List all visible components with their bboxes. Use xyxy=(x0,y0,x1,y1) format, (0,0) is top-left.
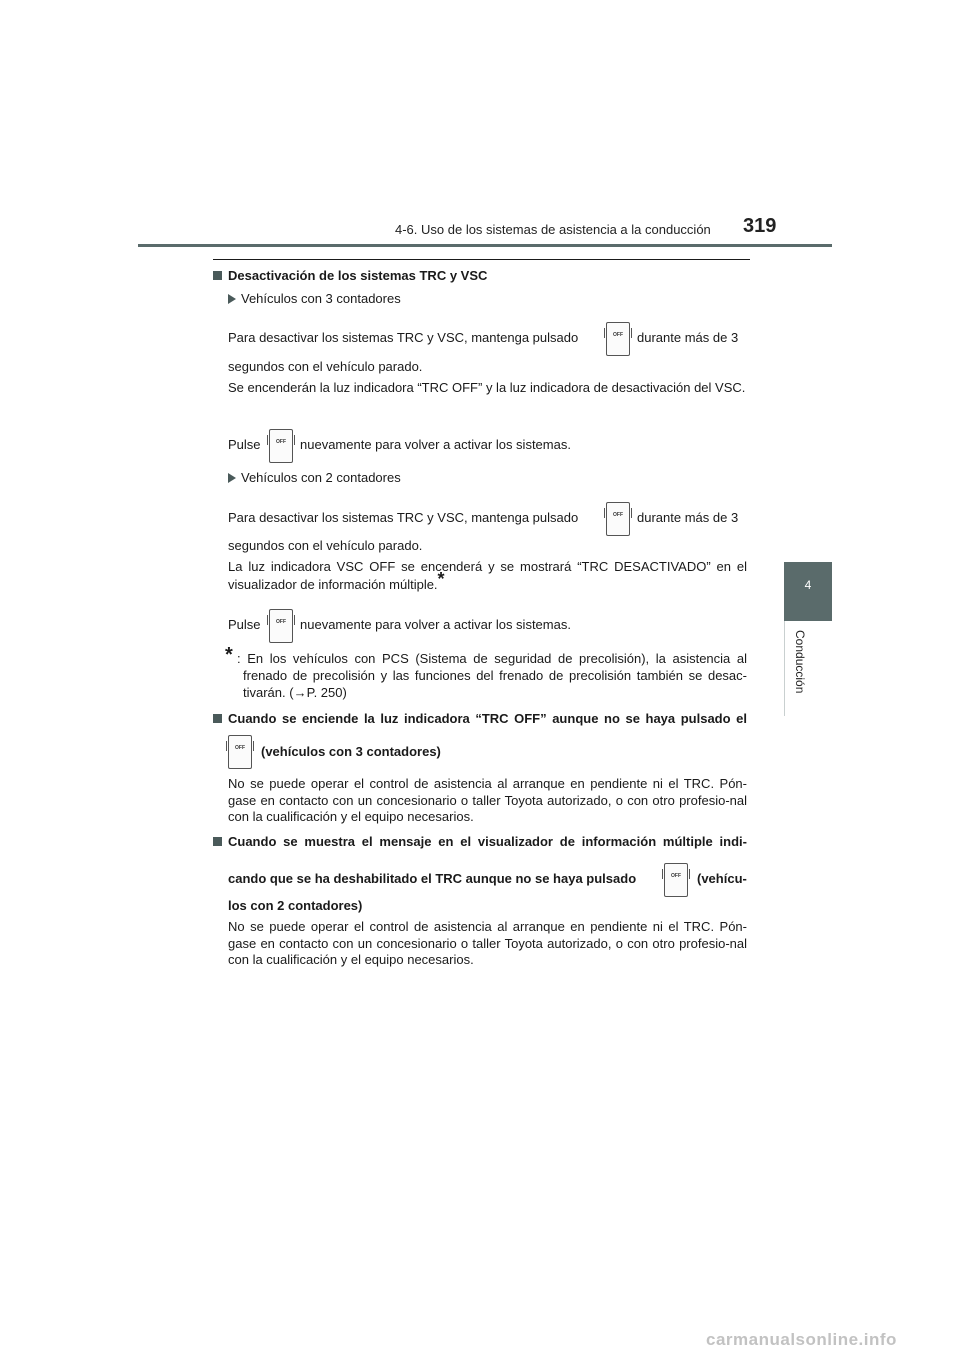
button-glyph: OFF xyxy=(276,439,286,445)
chapter-tab-rail xyxy=(784,621,833,716)
text: Para desactivar los sistemas TRC y VSC, mantenga pulsado xyxy=(228,330,579,345)
chapter-number: 4 xyxy=(804,578,812,592)
section-heading-text: Cuando se muestra el mensaje en el visualizador de información múltiple indi- xyxy=(228,834,747,849)
paragraph-line: Para desactivar los sistemas TRC y VSC, mantenga pulsado xyxy=(228,510,579,525)
list-item-text: Vehículos con 3 contadores xyxy=(241,291,401,306)
chapter-label: Conducción xyxy=(793,630,807,694)
triangle-bullet-icon xyxy=(228,294,236,304)
paragraph-line: durante más de 3 xyxy=(637,330,739,345)
section-heading-text: Cuando se enciende la luz indicadora “TRC OFF” aunque no se haya pulsado el xyxy=(228,711,747,726)
page-number: 319 xyxy=(743,215,777,237)
paragraph: Se encenderán la luz indicadora “TRC OFF” y la luz indicadora de desactivación del VSC. xyxy=(228,380,746,395)
footnote-star: * xyxy=(225,644,233,666)
paragraph-line: nuevamente para volver a activar los sistemas. xyxy=(300,437,571,452)
text: visualizador de información múltiple. xyxy=(228,577,438,592)
chapter-tab xyxy=(784,562,832,621)
vsc-off-switch-icon xyxy=(664,863,688,897)
paragraph-line: segundos con el vehículo parado. xyxy=(228,538,423,553)
paragraph-line xyxy=(228,330,578,346)
paragraph-line xyxy=(228,569,445,593)
square-bullet-icon xyxy=(213,837,222,846)
footnote-line: frenado de precolisión y las funciones del frenado de precolisión también se desac- xyxy=(243,668,747,683)
footnote-marker: * xyxy=(437,569,445,589)
vsc-off-switch-icon xyxy=(606,322,630,356)
triangle-bullet-icon xyxy=(228,473,236,483)
vsc-off-switch-icon xyxy=(228,735,252,769)
square-bullet-icon xyxy=(213,714,222,723)
button-glyph: OFF xyxy=(613,332,623,338)
vsc-off-switch-icon xyxy=(269,609,293,643)
paragraph: No se puede operar el control de asistencia al arranque en pendiente ni el TRC. Pón-gase en contacto con un concesionario o taller Toyota autorizado, o con otro profesio-nal con la cualificación y el equipo necesarios. xyxy=(228,919,747,967)
paragraph-line: Pulse xyxy=(228,437,261,452)
section-heading-text: (vehícu- xyxy=(697,871,747,886)
paragraph: No se puede operar el control de asistencia al arranque en pendiente ni el TRC. Pón-gase en contacto con un concesionario o taller Toyota autorizado, o con otro profesio-nal con la cualificación y el equipo necesarios. xyxy=(228,776,747,824)
paragraph-line: segundos con el vehículo parado. xyxy=(228,359,423,374)
section-heading xyxy=(213,834,747,850)
section-heading xyxy=(213,268,487,284)
section-heading-text: cando que se ha deshabilitado el TRC aunque no se haya pulsado xyxy=(228,871,637,886)
section-title: 4-6. Uso de los sistemas de asistencia a la conducción xyxy=(395,222,711,237)
content-top-rule xyxy=(213,259,750,260)
button-glyph: OFF xyxy=(613,512,623,518)
header-rule xyxy=(138,244,832,247)
paragraph-line: Pulse xyxy=(228,617,261,632)
vsc-off-switch-icon xyxy=(606,502,630,536)
section-heading xyxy=(213,711,747,727)
watermark: carmanualsonline.info xyxy=(706,1330,897,1349)
list-item xyxy=(228,470,401,486)
section-heading-text: los con 2 contadores) xyxy=(228,898,363,913)
section-heading-text: Desactivación de los sistemas TRC y VSC xyxy=(228,268,488,283)
button-glyph: OFF xyxy=(276,619,286,625)
paragraph-line: nuevamente para volver a activar los sistemas. xyxy=(300,617,571,632)
button-glyph: OFF xyxy=(671,873,681,879)
list-item-text: Vehículos con 2 contadores xyxy=(241,470,401,485)
footnote-line: : En los vehículos con PCS (Sistema de seguridad de precolisión), la asistencia al xyxy=(237,651,747,666)
footnote-line: tivarán. (→P. 250) xyxy=(243,685,347,700)
paragraph-line: durante más de 3 xyxy=(637,510,739,525)
section-heading-text: (vehículos con 3 contadores) xyxy=(261,744,441,759)
square-bullet-icon xyxy=(213,271,222,280)
vsc-off-switch-icon xyxy=(269,429,293,463)
paragraph-line: La luz indicadora VSC OFF se encenderá y se mostrará “TRC DESACTIVADO” en el xyxy=(228,559,747,574)
list-item xyxy=(228,291,401,307)
button-glyph: OFF xyxy=(235,745,245,751)
